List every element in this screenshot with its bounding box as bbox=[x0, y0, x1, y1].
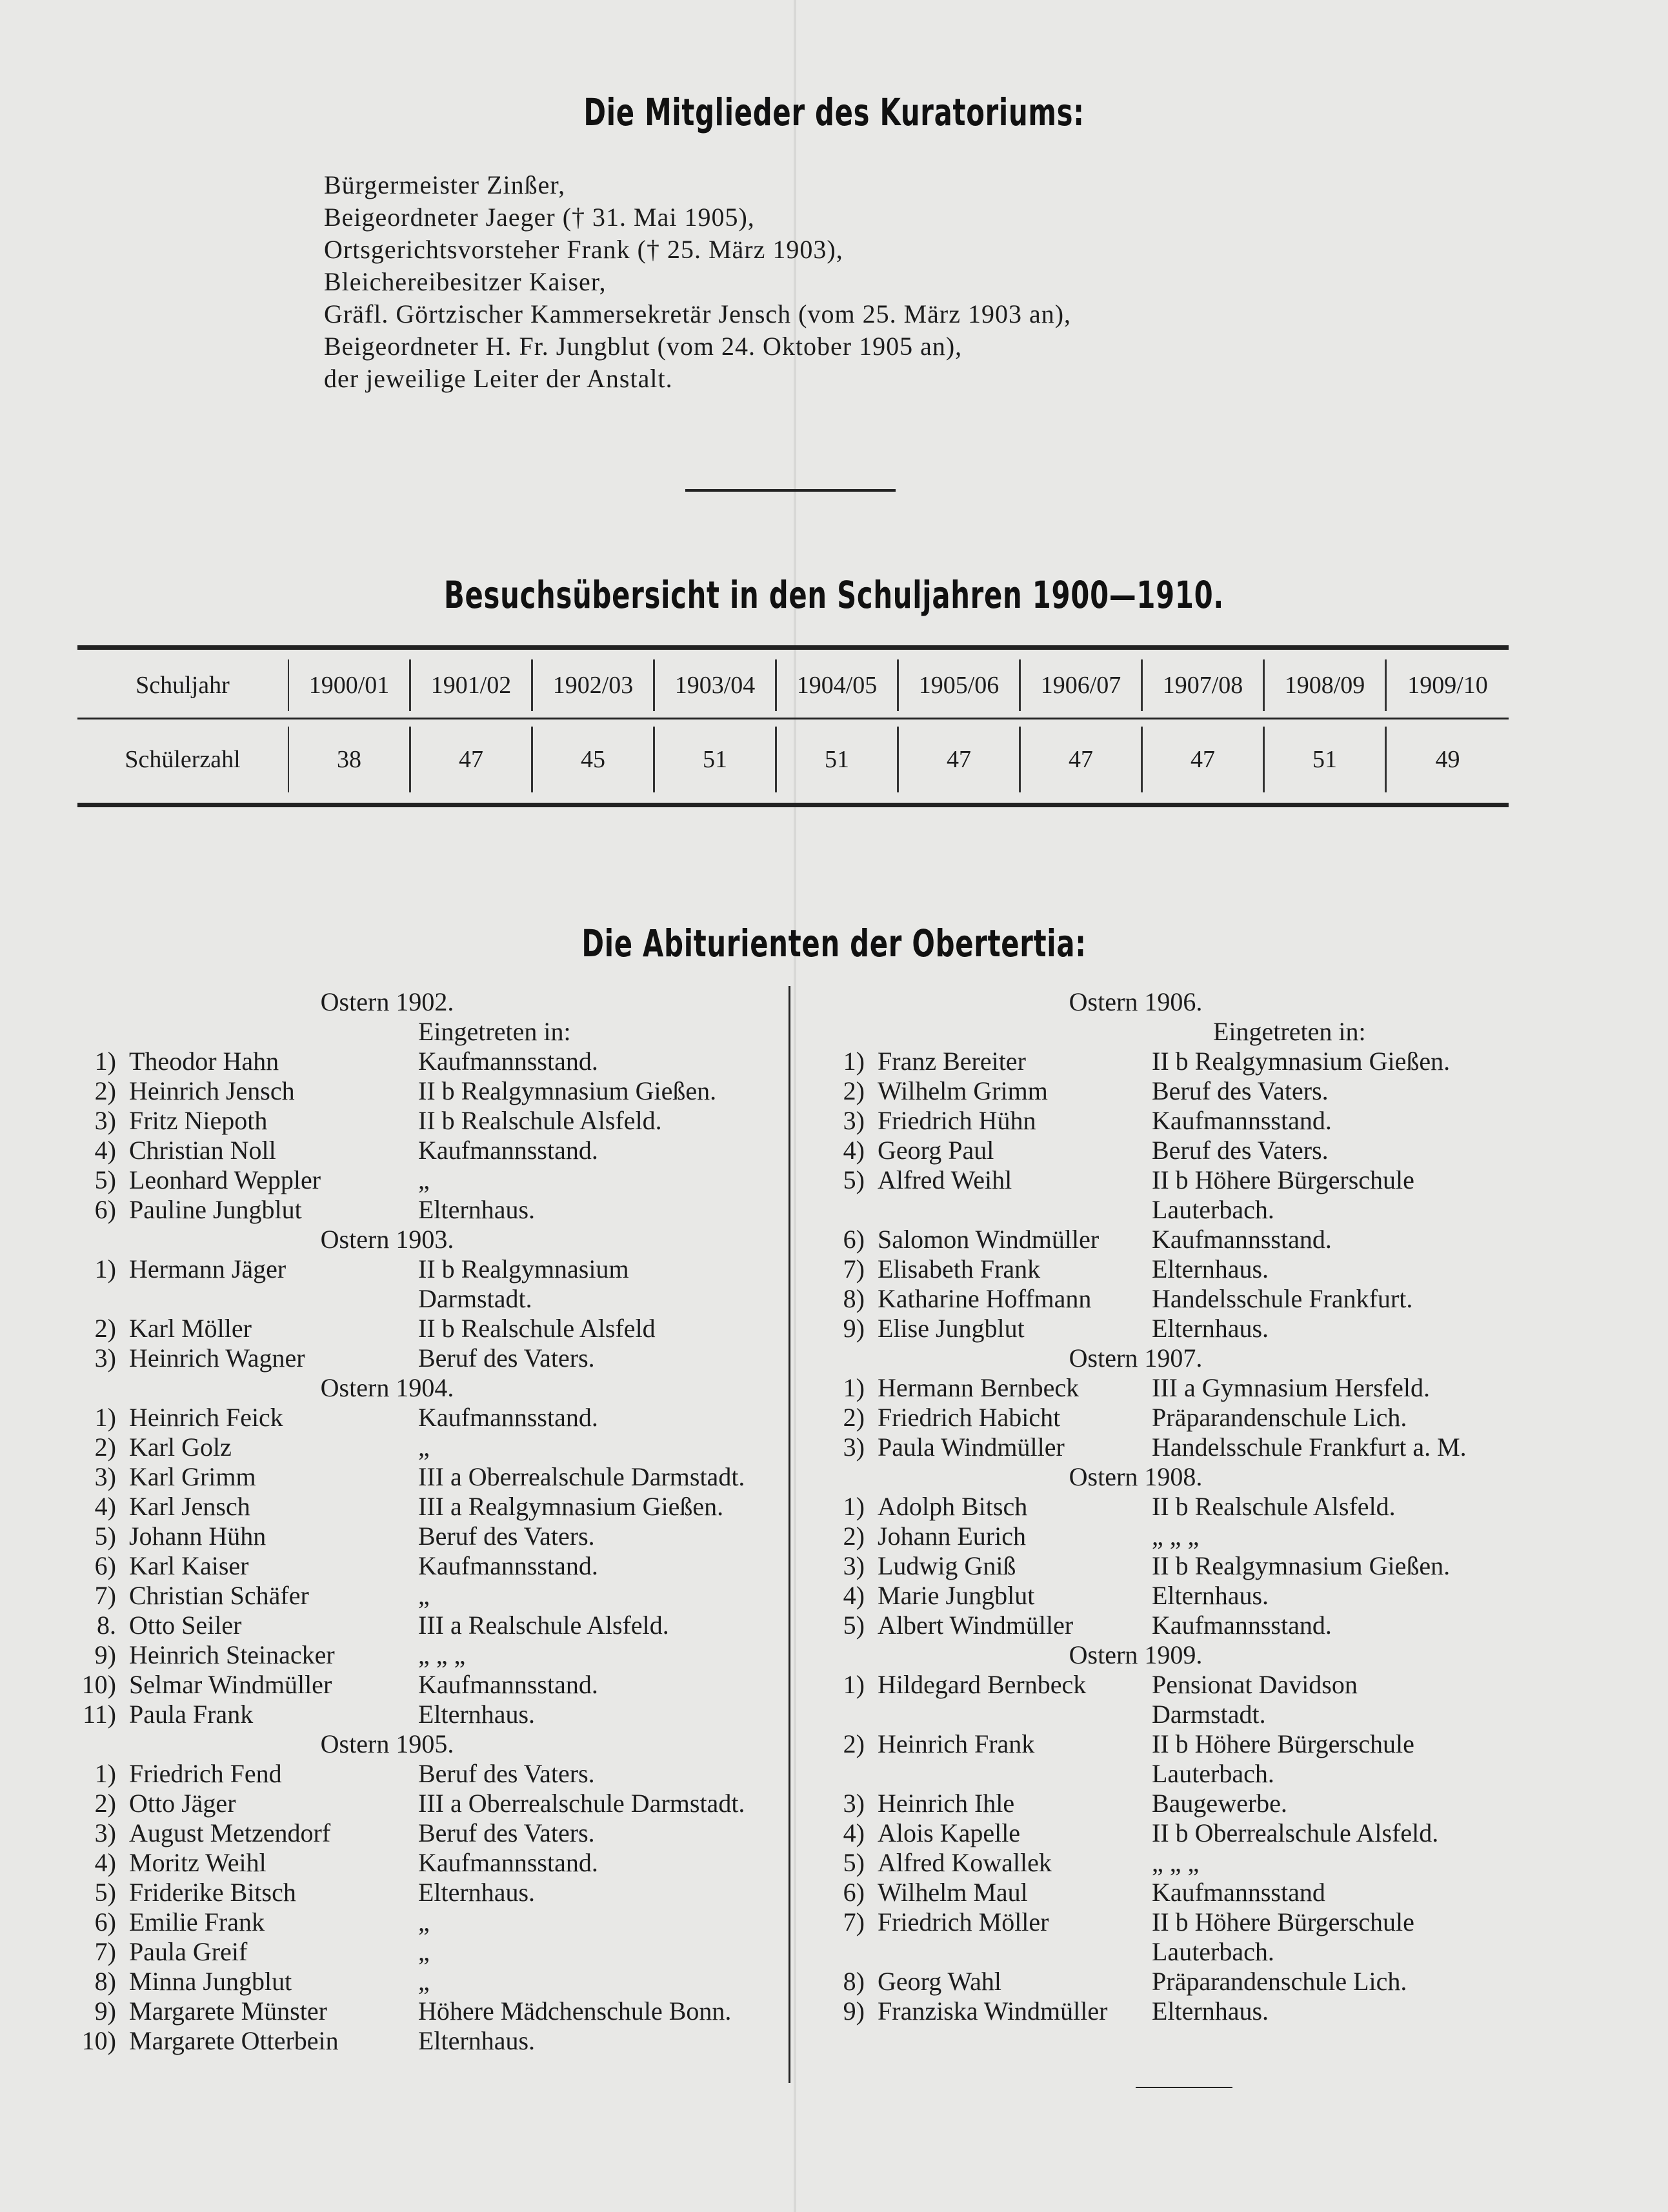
graduate-entry bbox=[65, 1462, 784, 1492]
entry-number: 1) bbox=[94, 1403, 116, 1432]
count-cell: 47 bbox=[1143, 727, 1265, 792]
graduate-entry bbox=[65, 1403, 784, 1433]
entry-number: 3) bbox=[94, 1343, 116, 1372]
graduate-entry bbox=[65, 1165, 784, 1195]
graduate-entry bbox=[813, 1848, 1555, 1878]
row-label-schuljahr: Schuljahr bbox=[77, 659, 289, 711]
kuratorium-member: Bleichereibesitzer Kaiser, bbox=[324, 267, 607, 296]
entry-number: 6) bbox=[843, 1225, 865, 1254]
entry-number: 4) bbox=[843, 1136, 865, 1165]
graduate-name: Heinrich Jensch bbox=[129, 1076, 295, 1105]
graduate-entry bbox=[65, 1047, 784, 1076]
graduate-name: Friderike Bitsch bbox=[129, 1878, 296, 1907]
graduate-destination: Kaufmannsstand. bbox=[418, 1047, 598, 1076]
graduate-name: Alois Kapelle bbox=[878, 1818, 1021, 1847]
graduate-destination: „ „ „ bbox=[1152, 1522, 1200, 1551]
attendance-table bbox=[77, 645, 1509, 810]
graduate-destination: Präparandenschule Lich. bbox=[1152, 1967, 1407, 1996]
entry-number: 1) bbox=[843, 1670, 865, 1699]
kuratorium-member: Beigeordneter H. Fr. Jungblut (vom 24. Oktober 1905 an), bbox=[324, 332, 963, 361]
graduate-name: Theodor Hahn bbox=[129, 1047, 279, 1076]
entry-number: 1) bbox=[94, 1254, 116, 1283]
entry-number: 3) bbox=[94, 1818, 116, 1847]
graduate-destination: III a Realschule Alsfeld. bbox=[418, 1611, 669, 1640]
count-cell: 51 bbox=[655, 727, 777, 792]
graduate-entry bbox=[813, 1878, 1555, 1907]
year-cell: 1903/04 bbox=[655, 659, 777, 711]
graduate-destination: III a Realgymnasium Gießen. bbox=[418, 1492, 724, 1521]
graduate-entry bbox=[813, 1403, 1555, 1433]
column-divider bbox=[789, 986, 790, 2083]
section-divider bbox=[685, 489, 896, 492]
graduate-name: Heinrich Feick bbox=[129, 1403, 283, 1432]
count-cell: 47 bbox=[899, 727, 1021, 792]
graduate-destination: II b Realschule Alsfeld. bbox=[418, 1106, 662, 1135]
entry-number: 2) bbox=[843, 1403, 865, 1432]
graduate-name: Wilhelm Maul bbox=[878, 1878, 1028, 1907]
graduate-destination: II b Realgymnasium Gießen. bbox=[1152, 1551, 1451, 1580]
graduate-entry bbox=[65, 1878, 784, 1907]
term-heading: Ostern 1904. bbox=[320, 1373, 454, 1402]
graduate-name: Heinrich Frank bbox=[878, 1729, 1035, 1758]
graduate-name: Wilhelm Grimm bbox=[878, 1076, 1048, 1105]
row-label-schuelerzahl: Schülerzahl bbox=[77, 727, 289, 792]
graduate-entry bbox=[813, 1789, 1555, 1818]
entry-number: 1) bbox=[843, 1373, 865, 1402]
graduate-name: Ludwig Gniß bbox=[878, 1551, 1016, 1580]
graduate-entry bbox=[813, 1225, 1555, 1254]
graduate-destination: Elternhaus. bbox=[1152, 1314, 1269, 1343]
graduate-destination: Elternhaus. bbox=[1152, 1996, 1269, 2026]
graduate-destination: „ „ „ bbox=[418, 1640, 466, 1669]
count-cell: 45 bbox=[533, 727, 655, 792]
graduate-name: Selmar Windmüller bbox=[129, 1670, 332, 1699]
kuratorium-member: Ortsgerichtsvorsteher Frank († 25. März 1903), bbox=[324, 235, 843, 264]
graduate-entry bbox=[813, 1670, 1555, 1729]
entry-number: 3) bbox=[843, 1106, 865, 1135]
entry-number: 5) bbox=[94, 1522, 116, 1551]
entry-number: 6) bbox=[94, 1551, 116, 1580]
entry-number: 7) bbox=[843, 1254, 865, 1283]
entry-number: 9) bbox=[843, 1314, 865, 1343]
graduate-entry bbox=[813, 1729, 1555, 1789]
graduate-name: Karl Golz bbox=[129, 1433, 232, 1462]
graduate-name: Karl Kaiser bbox=[129, 1551, 249, 1580]
entry-number: 4) bbox=[843, 1818, 865, 1847]
graduate-name: Christian Schäfer bbox=[129, 1581, 309, 1610]
entry-number: 5) bbox=[843, 1611, 865, 1640]
entry-number: 1) bbox=[843, 1047, 865, 1076]
graduate-entry bbox=[65, 1314, 784, 1343]
graduate-destination: Beruf des Vaters. bbox=[418, 1759, 595, 1788]
graduate-entry bbox=[65, 1640, 784, 1670]
entry-number: 4) bbox=[94, 1492, 116, 1521]
graduate-name: Johann Eurich bbox=[878, 1522, 1026, 1551]
year-cell: 1900/01 bbox=[289, 659, 411, 711]
graduate-entry bbox=[813, 1106, 1555, 1136]
graduate-destination: II b Höhere Bürgerschule Lauterbach. bbox=[1152, 1729, 1414, 1788]
term-heading: Ostern 1903. bbox=[320, 1225, 454, 1254]
besuch-title: Besuchsübersicht in den Schuljahren 1900—1910. bbox=[443, 573, 1225, 617]
term-heading: Ostern 1909. bbox=[1069, 1640, 1203, 1669]
graduate-name: Moritz Weihl bbox=[129, 1848, 266, 1877]
graduate-destination: Handelsschule Frankfurt a. M. bbox=[1152, 1433, 1467, 1462]
graduate-destination: „ bbox=[418, 1581, 430, 1610]
graduate-destination: Handelsschule Frankfurt. bbox=[1152, 1284, 1413, 1313]
graduate-destination: II b Oberrealschule Alsfeld. bbox=[1152, 1818, 1439, 1847]
graduate-name: Karl Möller bbox=[129, 1314, 252, 1343]
graduate-name: Margarete Münster bbox=[129, 1996, 327, 2026]
year-cell: 1908/09 bbox=[1265, 659, 1387, 711]
graduate-destination: Beruf des Vaters. bbox=[418, 1818, 595, 1847]
graduate-destination: II b Realschule Alsfeld. bbox=[1152, 1492, 1396, 1521]
entry-number: 6) bbox=[843, 1878, 865, 1907]
graduate-entry bbox=[65, 1700, 784, 1729]
graduate-name: Pauline Jungblut bbox=[129, 1195, 302, 1224]
end-rule bbox=[1136, 2087, 1232, 2088]
kuratorium-title: Die Mitglieder des Kuratoriums: bbox=[583, 90, 1085, 134]
table-bottom-rule bbox=[77, 803, 1509, 807]
entry-number: 2) bbox=[94, 1314, 116, 1343]
count-cell: 51 bbox=[1265, 727, 1387, 792]
graduate-entry bbox=[65, 1670, 784, 1700]
graduate-entry bbox=[813, 1818, 1555, 1848]
entry-number: 3) bbox=[843, 1433, 865, 1462]
term-heading: Ostern 1908. bbox=[1069, 1462, 1203, 1491]
graduate-name: Hermann Bernbeck bbox=[878, 1373, 1080, 1402]
entry-number: 3) bbox=[843, 1551, 865, 1580]
graduate-entry bbox=[65, 1907, 784, 1937]
graduate-destination: Kaufmannsstand. bbox=[418, 1136, 598, 1165]
graduate-entry bbox=[65, 1551, 784, 1581]
entry-number: 5) bbox=[94, 1165, 116, 1194]
year-cell: 1901/02 bbox=[411, 659, 533, 711]
graduate-name: Salomon Windmüller bbox=[878, 1225, 1100, 1254]
entry-number: 2) bbox=[843, 1076, 865, 1105]
count-cell: 38 bbox=[289, 727, 411, 792]
graduate-destination: Kaufmannsstand. bbox=[418, 1670, 598, 1699]
graduate-entry bbox=[65, 1996, 784, 2026]
graduate-name: Christian Noll bbox=[129, 1136, 276, 1165]
graduate-destination: II b Realgymnasium Darmstadt. bbox=[418, 1254, 629, 1313]
graduate-name: Minna Jungblut bbox=[129, 1967, 292, 1996]
graduate-entry bbox=[65, 1433, 784, 1462]
entry-number: 2) bbox=[843, 1522, 865, 1551]
graduate-name: Friedrich Habicht bbox=[878, 1403, 1061, 1432]
graduate-destination: Elternhaus. bbox=[418, 1878, 536, 1907]
graduate-name: Katharine Hoffmann bbox=[878, 1284, 1092, 1313]
graduate-entry bbox=[813, 1314, 1555, 1343]
entry-number: 10) bbox=[81, 1670, 116, 1699]
term-heading: Ostern 1906. bbox=[1069, 987, 1203, 1016]
graduate-name: Albert Windmüller bbox=[878, 1611, 1074, 1640]
graduate-destination: „ bbox=[418, 1907, 430, 1936]
graduate-entry bbox=[65, 1343, 784, 1373]
entry-number: 5) bbox=[843, 1848, 865, 1877]
graduate-destination: Höhere Mädchenschule Bonn. bbox=[418, 1996, 732, 2026]
graduate-destination: Präparandenschule Lich. bbox=[1152, 1403, 1407, 1432]
graduate-entry bbox=[65, 1611, 784, 1640]
graduate-destination: „ bbox=[418, 1967, 430, 1996]
term-heading: Ostern 1907. bbox=[1069, 1343, 1203, 1372]
entry-number: 5) bbox=[94, 1878, 116, 1907]
entry-number: 8) bbox=[94, 1967, 116, 1996]
graduate-destination: Elternhaus. bbox=[418, 1195, 536, 1224]
year-cell: 1904/05 bbox=[777, 659, 899, 711]
graduate-name: Karl Jensch bbox=[129, 1492, 250, 1521]
entry-number: 4) bbox=[94, 1136, 116, 1165]
graduate-name: Heinrich Wagner bbox=[129, 1343, 305, 1372]
count-cell: 47 bbox=[1021, 727, 1143, 792]
graduate-destination: Elternhaus. bbox=[418, 1700, 536, 1729]
entry-number: 3) bbox=[94, 1106, 116, 1135]
entry-number: 9) bbox=[94, 1996, 116, 2026]
entry-number: 7) bbox=[94, 1581, 116, 1610]
graduate-name: Friedrich Möller bbox=[878, 1907, 1049, 1936]
abiturienten-left-column bbox=[65, 987, 784, 2056]
graduate-name: Georg Paul bbox=[878, 1136, 994, 1165]
graduate-entry bbox=[813, 1492, 1555, 1522]
graduate-entry bbox=[65, 1492, 784, 1522]
graduate-destination: „ bbox=[418, 1433, 430, 1462]
year-cell: 1909/10 bbox=[1407, 672, 1488, 699]
graduate-destination: Kaufmannsstand. bbox=[418, 1403, 598, 1432]
graduate-destination: „ bbox=[418, 1165, 430, 1194]
kuratorium-member: Beigeordneter Jaeger († 31. Mai 1905), bbox=[324, 203, 755, 232]
graduate-destination: Baugewerbe. bbox=[1152, 1789, 1287, 1818]
graduate-destination: II b Höhere Bürgerschule Lauterbach. bbox=[1152, 1907, 1414, 1966]
graduate-name: Friedrich Hühn bbox=[878, 1106, 1036, 1135]
graduate-name: Otto Jäger bbox=[129, 1789, 236, 1818]
kuratorium-members bbox=[324, 169, 1071, 395]
entry-number: 4) bbox=[94, 1848, 116, 1877]
entry-number: 8) bbox=[843, 1967, 865, 1996]
graduate-entry bbox=[65, 1581, 784, 1611]
graduate-entry bbox=[813, 1581, 1555, 1611]
graduate-entry bbox=[65, 1759, 784, 1789]
graduate-destination: Kaufmannsstand. bbox=[1152, 1225, 1332, 1254]
graduate-name: Margarete Otterbein bbox=[129, 2026, 339, 2055]
graduate-name: Heinrich Ihle bbox=[878, 1789, 1015, 1818]
graduate-name: Emilie Frank bbox=[129, 1907, 265, 1936]
kuratorium-member: Bürgermeister Zinßer, bbox=[324, 170, 566, 199]
graduate-destination: II b Höhere Bürgerschule Lauterbach. bbox=[1152, 1165, 1414, 1224]
graduate-entry bbox=[813, 1433, 1555, 1462]
year-cell: 1906/07 bbox=[1021, 659, 1143, 711]
graduate-entry bbox=[65, 1848, 784, 1878]
graduate-entry bbox=[65, 1136, 784, 1165]
graduate-entry bbox=[813, 1076, 1555, 1106]
graduate-name: Franz Bereiter bbox=[878, 1047, 1026, 1076]
graduate-name: Alfred Kowallek bbox=[878, 1848, 1052, 1877]
graduate-entry bbox=[813, 1165, 1555, 1225]
table-row-schuelerzahl bbox=[77, 727, 1509, 792]
entry-number: 11) bbox=[83, 1700, 116, 1729]
graduate-name: Elisabeth Frank bbox=[878, 1254, 1041, 1283]
entry-number: 10) bbox=[81, 2026, 116, 2055]
entry-number: 8) bbox=[843, 1284, 865, 1313]
graduate-name: August Metzendorf bbox=[129, 1818, 331, 1847]
graduate-name: Karl Grimm bbox=[129, 1462, 256, 1491]
graduate-destination: Elternhaus. bbox=[1152, 1254, 1269, 1283]
graduate-destination: III a Gymnasium Hersfeld. bbox=[1152, 1373, 1430, 1402]
entry-number: 3) bbox=[843, 1789, 865, 1818]
term-heading: Ostern 1902. bbox=[320, 987, 454, 1016]
graduate-entry bbox=[65, 1106, 784, 1136]
graduate-destination: Kaufmannsstand. bbox=[1152, 1106, 1332, 1135]
graduate-destination: III a Oberrealschule Darmstadt. bbox=[418, 1462, 745, 1491]
graduate-destination: Pensionat Davidson Darmstadt. bbox=[1152, 1670, 1358, 1729]
graduate-entry bbox=[813, 1047, 1555, 1076]
graduate-destination: II b Realgymnasium Gießen. bbox=[418, 1076, 717, 1105]
graduate-entry bbox=[813, 1907, 1555, 1967]
entry-number: 7) bbox=[843, 1907, 865, 1936]
eingetreten-label: Eingetreten in: bbox=[1213, 1017, 1366, 1046]
graduate-entry bbox=[65, 1522, 784, 1551]
graduate-entry bbox=[65, 1195, 784, 1225]
graduate-entry bbox=[813, 1996, 1555, 2026]
graduate-name: Johann Hühn bbox=[129, 1522, 266, 1551]
entry-number: 1) bbox=[843, 1492, 865, 1521]
entry-number: 9) bbox=[843, 1996, 865, 2026]
entry-number: 7) bbox=[94, 1937, 116, 1966]
graduate-entry bbox=[813, 1522, 1555, 1551]
table-top-rule bbox=[77, 645, 1509, 650]
entry-number: 6) bbox=[94, 1907, 116, 1936]
graduate-entry bbox=[65, 1789, 784, 1818]
graduate-entry bbox=[65, 1254, 784, 1314]
graduate-name: Adolph Bitsch bbox=[878, 1492, 1028, 1521]
eingetreten-label: Eingetreten in: bbox=[418, 1017, 571, 1046]
graduate-destination: Kaufmannsstand. bbox=[418, 1551, 598, 1580]
graduate-destination: Beruf des Vaters. bbox=[1152, 1136, 1329, 1165]
graduate-destination: Beruf des Vaters. bbox=[418, 1343, 595, 1372]
entry-number: 5) bbox=[843, 1165, 865, 1194]
graduate-name: Alfred Weihl bbox=[878, 1165, 1012, 1194]
graduate-name: Fritz Niepoth bbox=[129, 1106, 268, 1135]
abiturienten-title: Die Abiturienten der Obertertia: bbox=[581, 921, 1087, 965]
graduate-entry bbox=[813, 1611, 1555, 1640]
graduate-destination: „ bbox=[418, 1937, 430, 1966]
entry-number: 2) bbox=[94, 1789, 116, 1818]
graduate-destination: III a Oberrealschule Darmstadt. bbox=[418, 1789, 745, 1818]
graduate-destination: Kaufmannsstand bbox=[1152, 1878, 1325, 1907]
entry-number: 4) bbox=[843, 1581, 865, 1610]
graduate-entry bbox=[813, 1136, 1555, 1165]
graduate-name: Georg Wahl bbox=[878, 1967, 1001, 1996]
count-cell: 51 bbox=[777, 727, 899, 792]
entry-number: 2) bbox=[94, 1076, 116, 1105]
graduate-name: Hermann Jäger bbox=[129, 1254, 286, 1283]
graduate-name: Hildegard Bernbeck bbox=[878, 1670, 1087, 1699]
graduate-entry bbox=[65, 1967, 784, 1996]
graduate-name: Paula Windmüller bbox=[878, 1433, 1065, 1462]
graduate-name: Friedrich Fend bbox=[129, 1759, 282, 1788]
graduate-destination: II b Realgymnasium Gießen. bbox=[1152, 1047, 1451, 1076]
kuratorium-member: Gräfl. Görtzischer Kammersekretär Jensch (vom 25. März 1903 an), bbox=[324, 299, 1072, 328]
entry-number: 2) bbox=[94, 1433, 116, 1462]
entry-number: 2) bbox=[843, 1729, 865, 1758]
graduate-destination: Kaufmannsstand. bbox=[418, 1848, 598, 1877]
entry-number: 3) bbox=[94, 1462, 116, 1491]
count-cell: 47 bbox=[411, 727, 533, 792]
graduate-destination: Elternhaus. bbox=[1152, 1581, 1269, 1610]
graduate-entry bbox=[65, 1818, 784, 1848]
graduate-entry bbox=[65, 1076, 784, 1106]
entry-number: 6) bbox=[94, 1195, 116, 1224]
graduate-name: Otto Seiler bbox=[129, 1611, 242, 1640]
graduate-entry bbox=[813, 1373, 1555, 1403]
graduate-destination: Beruf des Vaters. bbox=[1152, 1076, 1329, 1105]
year-cell: 1907/08 bbox=[1143, 659, 1265, 711]
year-cell: 1905/06 bbox=[899, 659, 1021, 711]
graduate-entry bbox=[813, 1254, 1555, 1284]
graduate-entry bbox=[813, 1551, 1555, 1581]
graduate-destination: Kaufmannsstand. bbox=[1152, 1611, 1332, 1640]
graduate-entry bbox=[813, 1967, 1555, 1996]
graduate-name: Franziska Windmüller bbox=[878, 1996, 1108, 2026]
term-heading: Ostern 1905. bbox=[320, 1729, 454, 1758]
graduate-entry bbox=[813, 1284, 1555, 1314]
graduate-name: Elise Jungblut bbox=[878, 1314, 1025, 1343]
entry-number: 1) bbox=[94, 1047, 116, 1076]
table-row-schuljahr bbox=[77, 659, 1509, 711]
graduate-entry bbox=[65, 1937, 784, 1967]
count-cell: 49 bbox=[1435, 746, 1460, 773]
graduate-destination: „ „ „ bbox=[1152, 1848, 1200, 1877]
graduate-name: Marie Jungblut bbox=[878, 1581, 1035, 1610]
kuratorium-member: der jeweilige Leiter der Anstalt. bbox=[324, 364, 673, 393]
graduate-destination: Elternhaus. bbox=[418, 2026, 536, 2055]
graduate-name: Leonhard Weppler bbox=[129, 1165, 321, 1194]
graduate-name: Paula Greif bbox=[129, 1937, 248, 1966]
graduate-name: Paula Frank bbox=[129, 1700, 254, 1729]
graduate-entry bbox=[65, 2026, 784, 2056]
graduate-destination: Beruf des Vaters. bbox=[418, 1522, 595, 1551]
graduate-destination: II b Realschule Alsfeld bbox=[418, 1314, 656, 1343]
entry-number: 9) bbox=[94, 1640, 116, 1669]
graduate-name: Heinrich Steinacker bbox=[129, 1640, 335, 1669]
table-mid-rule bbox=[77, 718, 1509, 719]
year-cell: 1902/03 bbox=[533, 659, 655, 711]
entry-number: 8. bbox=[97, 1611, 116, 1640]
entry-number: 1) bbox=[94, 1759, 116, 1788]
abiturienten-right-column bbox=[813, 987, 1555, 2026]
